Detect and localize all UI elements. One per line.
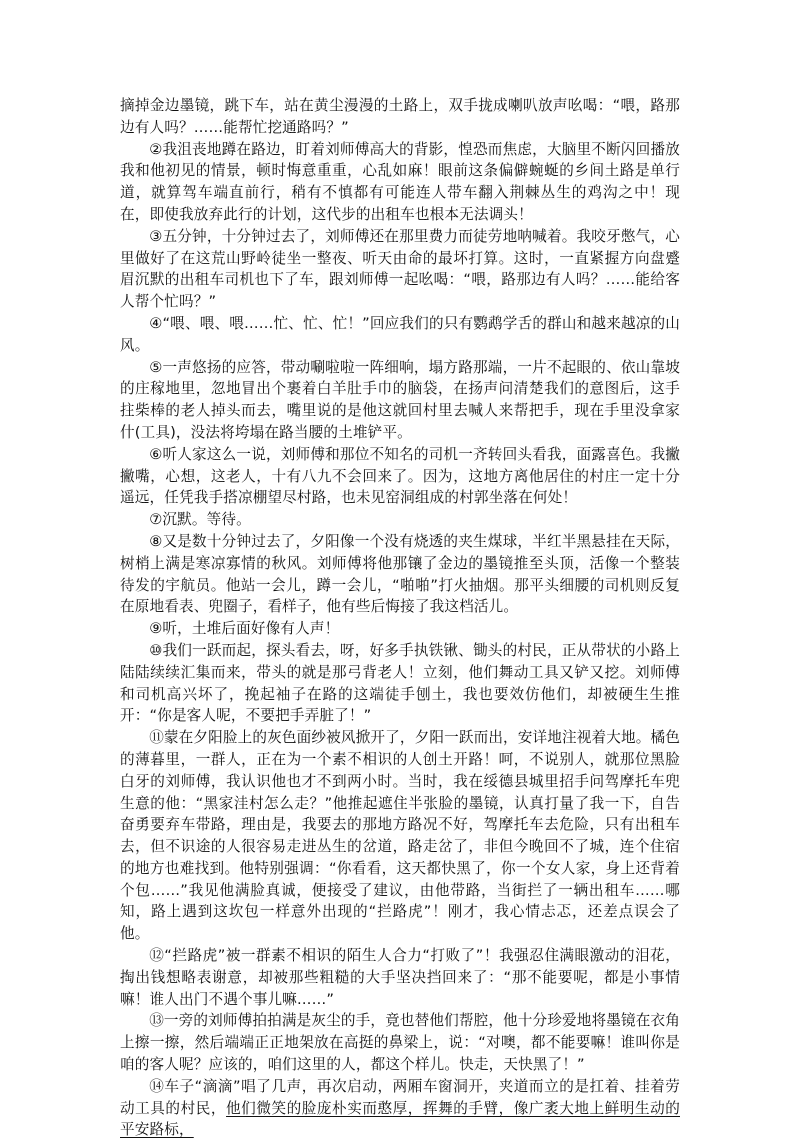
document-page: [120, 95, 680, 1141]
paragraph-14-underlined-text: 他们微笑的脸庞朴实而憨厚，挥舞的手臂，像广袤大地上鲜明生动的平安路标，: [120, 1099, 680, 1139]
paragraph-1-continuation: 摘掉金边墨镜，跳下车，站在黄尘漫漫的土路上，双手拢成喇叭放声吆喝：“喂，路那边有人吗？……能帮忙挖通路吗？”: [120, 97, 680, 136]
paragraph-12: ⑫“拦路虎”被一群素不相识的陌生人合力“打败了”！我强忍住满眼激动的泪花，掏出钱想略表谢意，却被那些粗糙的大手坚决挡回来了：“那不能要呢，都是小事情嘛！谁人出门不遇个事儿嘛……”: [120, 947, 680, 1008]
paragraph-14: [120, 1076, 680, 1141]
paragraph-8: ⑧又是数十分钟过去了，夕阳像一个没有烧透的夹生煤球，半红半黑悬挂在天际，树梢上满是寒凉寡情的秋风。刘师傅将他那镶了金边的墨镜推至头顶，活像一个整装待发的宇航员。他站一会儿，蹲一会儿，“啪啪”打火抽烟。那平头细腰的司机则反复在原地看表、兜圈子，看样子，他有些后悔接了我这档活儿。: [120, 532, 680, 616]
paragraph-14-lead: ⑭车子“滴滴”唱了几声，再次启动，两厢车窗洞开，夹道而立的是扛着、挂着劳动工具的村民，: [120, 1077, 680, 1117]
paragraph-11: ⑪蒙在夕阳脸上的灰色面纱被风掀开了，夕阳一跃而出，安详地注视着大地。橘色的薄暮里，一群人，正在为一个素不相识的人创土开路！呵，不说别人，就那位黑脸白牙的刘师傅，我认识他也才不到两小时。当时，我在绥德县城里招手问驾摩托车兜生意的他：“黑家洼村怎么走？”他推起遮住半张脸的墨镜，认真打量了我一下，自告奋勇要弃车带路，理由是，我要去的那地方路况不好，驾摩托车去危险，只有出租车去，但不识途的人很容易走进丛生的岔道，路走岔了，非但今晚回不了城，连个住宿的地方也难找到。他特别强调：“你看看，这天都快黑了，你一个女人家，身上还背着个包……”我见他满脸真诚，便接受了建议，由他带路，当街拦了一辆出租车……哪知，路上遇到这坎包一样意外出现的“拦路虎”！刚才，我心情忐忑，还差点误会了他。: [120, 729, 680, 943]
paragraph-4: ④“喂、喂、喂……忙、忙、忙！”回应我们的只有鹦鹉学舌的群山和越来越凉的山风。: [120, 314, 680, 354]
paragraph-10: ⑩我们一跃而起，探头看去，呀，好多手执铁锹、锄头的村民，正从带状的小路上陆陆续续汇集而来，带头的就是那弓背老人！立刻，他们舞动工具又铲又挖。刘师傅和司机高兴坏了，挽起袖子在路的这端徒手刨土，我也要效仿他们，却被硬生生推开：“你是客人呢，不要把手弄脏了！”: [120, 641, 680, 725]
paragraph-6: ⑥听人家这么一说，刘师傅和那位不知名的司机一齐转回头看我，面露喜色。我撇撇嘴，心想，这老人，十有八九不会回来了。因为，这地方离他居住的村庄一定十分遥远，任凭我手搭凉棚望尽村路，也未见窑洞组成的村郭坐落在何处！: [120, 445, 680, 507]
paragraph-7: ⑦沉默。等待。: [149, 511, 251, 529]
paragraph-3: ③五分钟，十分钟过去了，刘师傅还在那里费力而徒劳地呐喊着。我咬牙憋气，心里做好了在这荒山野岭徒坐一整夜、听天由命的最坏打算。这时，一直紧握方向盘蹙眉沉默的出租车司机也下了车，跟刘师傅一起吆喝：“喂，路那边有人吗？……能给客人帮个忙吗？”: [120, 227, 680, 311]
paragraph-2: ②我沮丧地蹲在路边，盯着刘师傅高大的背影，惶恐而焦虑，大脑里不断闪回播放我和他初见的情景，顿时悔意重重，心乱如麻！眼前这条偏僻蜿蜒的乡间土路是单行道，就算驾车端直前行，稍有不慎都有可能连人带车翻入荆棘丛生的鸡沟之中！现在，即使我放弃此行的计划，这代步的出租车也根本无法调头！: [120, 140, 680, 223]
paragraph-5: ⑤一声悠扬的应答，带动唰啦啦一阵细响，塌方路那端，一片不起眼的、依山靠坡的庄稼地里，忽地冒出个裹着白羊肚手巾的脑袋，在扬声问清楚我们的意图后，这手拄柴棒的老人掉头而去，嘴里说的是他这就回村里去喊人来帮把手，现在手里没拿家什(工具)，没法将垮塌在路当腰的土堆铲平。: [120, 358, 680, 441]
paragraph-9: ⑨听，土堆后面好像有人声！: [149, 620, 340, 638]
paragraph-13: ⑬一旁的刘师傅拍拍满是灰尘的手，竟也替他们帮腔，他十分珍爱地将墨镜在衣角上擦一擦，然后端端正正地架放在高挺的鼻梁上，说：“对噢，都不能要嘛！谁叫你是咱的客人呢？应该的，咱们这里的人，都这个样儿。快走，天快黑了！”: [120, 1012, 680, 1074]
